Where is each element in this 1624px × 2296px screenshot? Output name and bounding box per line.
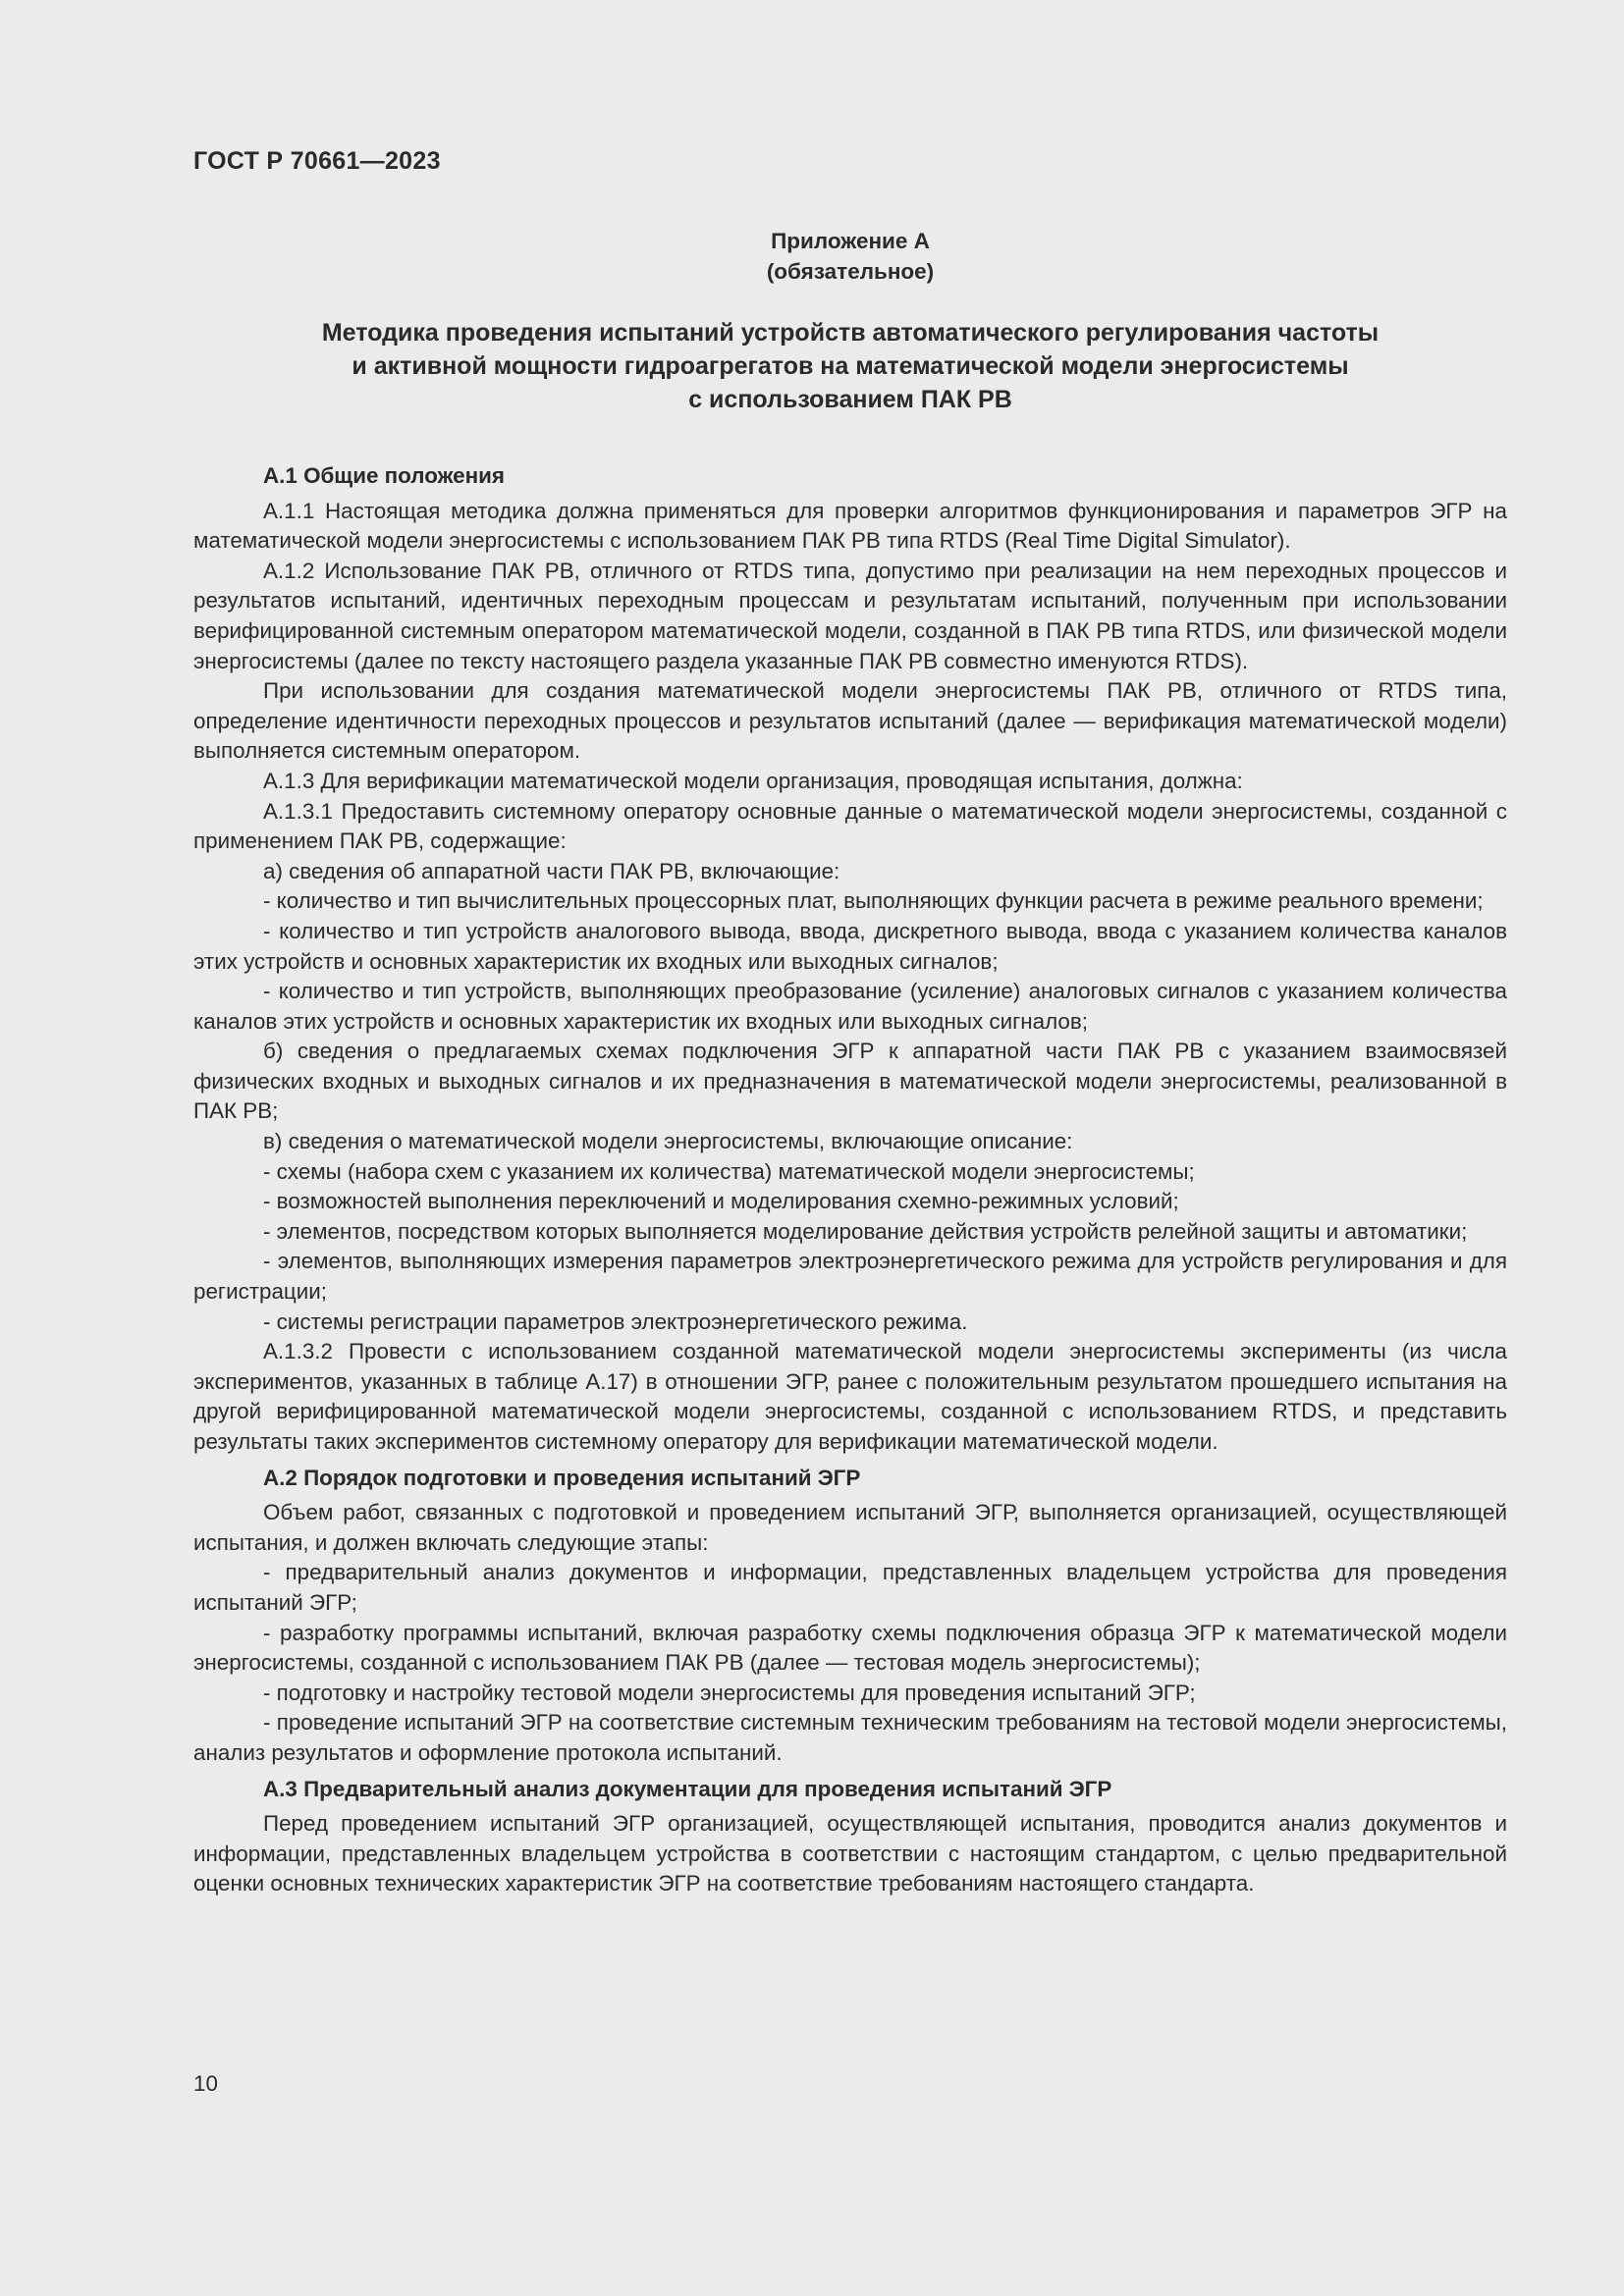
annex-title xyxy=(193,316,1507,416)
annex-status: (обязательное) xyxy=(766,259,935,284)
section-heading-a3: А.3 Предварительный анализ документации для проведения испытаний ЭГР xyxy=(263,1776,1112,1801)
document-body xyxy=(193,461,1507,1899)
paragraph: При использовании для создания математической модели энергосистемы ПАК РВ, отличного от RTDS типа, определение идентичности переходных процессов и результатов испытаний (далее — верификация математической модели) выполняется системным оператором. xyxy=(193,678,1507,764)
annex-title-line: с использованием ПАК РВ xyxy=(688,386,1012,413)
list-item: - элементов, посредством которых выполняется моделирование действия устройств релейной защиты и автоматики; xyxy=(263,1218,1468,1244)
list-item: - элементов, выполняющих измерения параметров электроэнергетического режима для устройств регулирования и для регистрации; xyxy=(193,1249,1507,1305)
list-item: - предварительный анализ документов и информации, представленных владельцем устройства для проведения испытаний ЭГР; xyxy=(193,1560,1507,1615)
paragraph: А.1.1 Настоящая методика должна применяться для проверки алгоритмов функционирования и параметров ЭГР на математической модели энергосистемы с использованием ПАК РВ типа RTDS (Real Time Digital Simulator). xyxy=(193,498,1507,554)
list-item: в) сведения о математической модели энергосистемы, включающие описание: xyxy=(263,1129,1073,1154)
annex-label: Приложение А xyxy=(771,229,930,253)
paragraph: А.1.3 Для верификации математической модели организация, проводящая испытания, должна: xyxy=(263,768,1243,793)
list-item: - проведение испытаний ЭГР на соответствие системным техническим требованиям на тестовой модели энергосистемы, анализ результатов и оформление протокола испытаний. xyxy=(193,1710,1507,1765)
list-item: - количество и тип вычислительных процессорных плат, выполняющих функции расчета в режиме реального времени; xyxy=(263,888,1484,914)
paragraph: Объем работ, связанных с подготовкой и проведением испытаний ЭГР, выполняется организацией, осуществляющей испытания, и должен включать следующие этапы: xyxy=(193,1500,1507,1555)
paragraph: А.1.2 Использование ПАК РВ, отличного от RTDS типа, допустимо при реализации на нем переходных процессов и результатов испытаний, идентичных переходным процессам и результатам испытаний, полученным при использовании верифицированной системным оператором математической модели, созданной в ПАК РВ типа RTDS, или физической модели энергосистемы (далее по тексту настоящего раздела указанные ПАК РВ совместно именуются RTDS). xyxy=(193,558,1507,673)
list-item: - системы регистрации параметров электроэнергетического режима. xyxy=(263,1308,968,1334)
paragraph: А.1.3.2 Провести с использованием созданной математической модели энергосистемы эксперименты (из числа экспериментов, указанных в таблице А.17) в отношении ЭГР, ранее с положительным результатом прошедшего испытания на другой верифицированной математической модели энергосистемы, созданной с использованием RTDS, и представить результаты таких экспериментов системному оператору для верификации математической модели. xyxy=(193,1339,1507,1454)
list-item: - разработку программы испытаний, включая разработку схемы подключения образца ЭГР к математической модели энергосистемы, созданной с использованием ПАК РВ (далее — тестовая модель энергосистемы); xyxy=(193,1620,1507,1676)
list-item: б) сведения о предлагаемых схемах подключения ЭГР к аппаратной части ПАК РВ с указанием взаимосвязей физических входных и выходных сигналов и их предназначения в математической модели энергосистемы, реализованной в ПАК РВ; xyxy=(193,1039,1507,1124)
document-code: ГОСТ Р 70661—2023 xyxy=(193,147,441,175)
list-item: - количество и тип устройств аналогового вывода, ввода, дискретного вывода, ввода с указанием количества каналов этих устройств и основных характеристик их входных или выходных сигналов; xyxy=(193,918,1507,974)
list-item: - подготовку и настройку тестовой модели энергосистемы для проведения испытаний ЭГР; xyxy=(263,1680,1196,1705)
list-item: а) сведения об аппаратной части ПАК РВ, включающие: xyxy=(263,858,840,883)
list-item: - количество и тип устройств, выполняющих преобразование (усиление) аналоговых сигналов с указанием количества каналов этих устройств и основных характеристик их входных или выходных сигналов; xyxy=(193,979,1507,1034)
section-heading-a2: А.2 Порядок подготовки и проведения испытаний ЭГР xyxy=(263,1465,861,1490)
annex-heading xyxy=(193,226,1507,287)
annex-title-line: Методика проведения испытаний устройств автоматического регулирования частоты xyxy=(321,319,1380,347)
paragraph: А.1.3.1 Предоставить системному оператору основные данные о математической модели энергосистемы, созданной с применением ПАК РВ, содержащие: xyxy=(193,798,1507,854)
list-item: - схемы (набора схем с указанием их количества) математической модели энергосистемы; xyxy=(263,1158,1195,1184)
annex-title-line: и активной мощности гидроагрегатов на математической модели энергосистемы xyxy=(352,352,1349,380)
paragraph: Перед проведением испытаний ЭГР организацией, осуществляющей испытания, проводится анализ документов и информации, представленных владельцем устройства в соответствии с настоящим стандартом, с целью предварительной оценки основных технических характеристик ЭГР на соответствие требованиям настоящего стандарта. xyxy=(193,1811,1507,1896)
page-number: 10 xyxy=(193,2071,218,2096)
list-item: - возможностей выполнения переключений и моделирования схемно-режимных условий; xyxy=(263,1189,1179,1214)
section-heading-a1: А.1 Общие положения xyxy=(263,463,505,488)
